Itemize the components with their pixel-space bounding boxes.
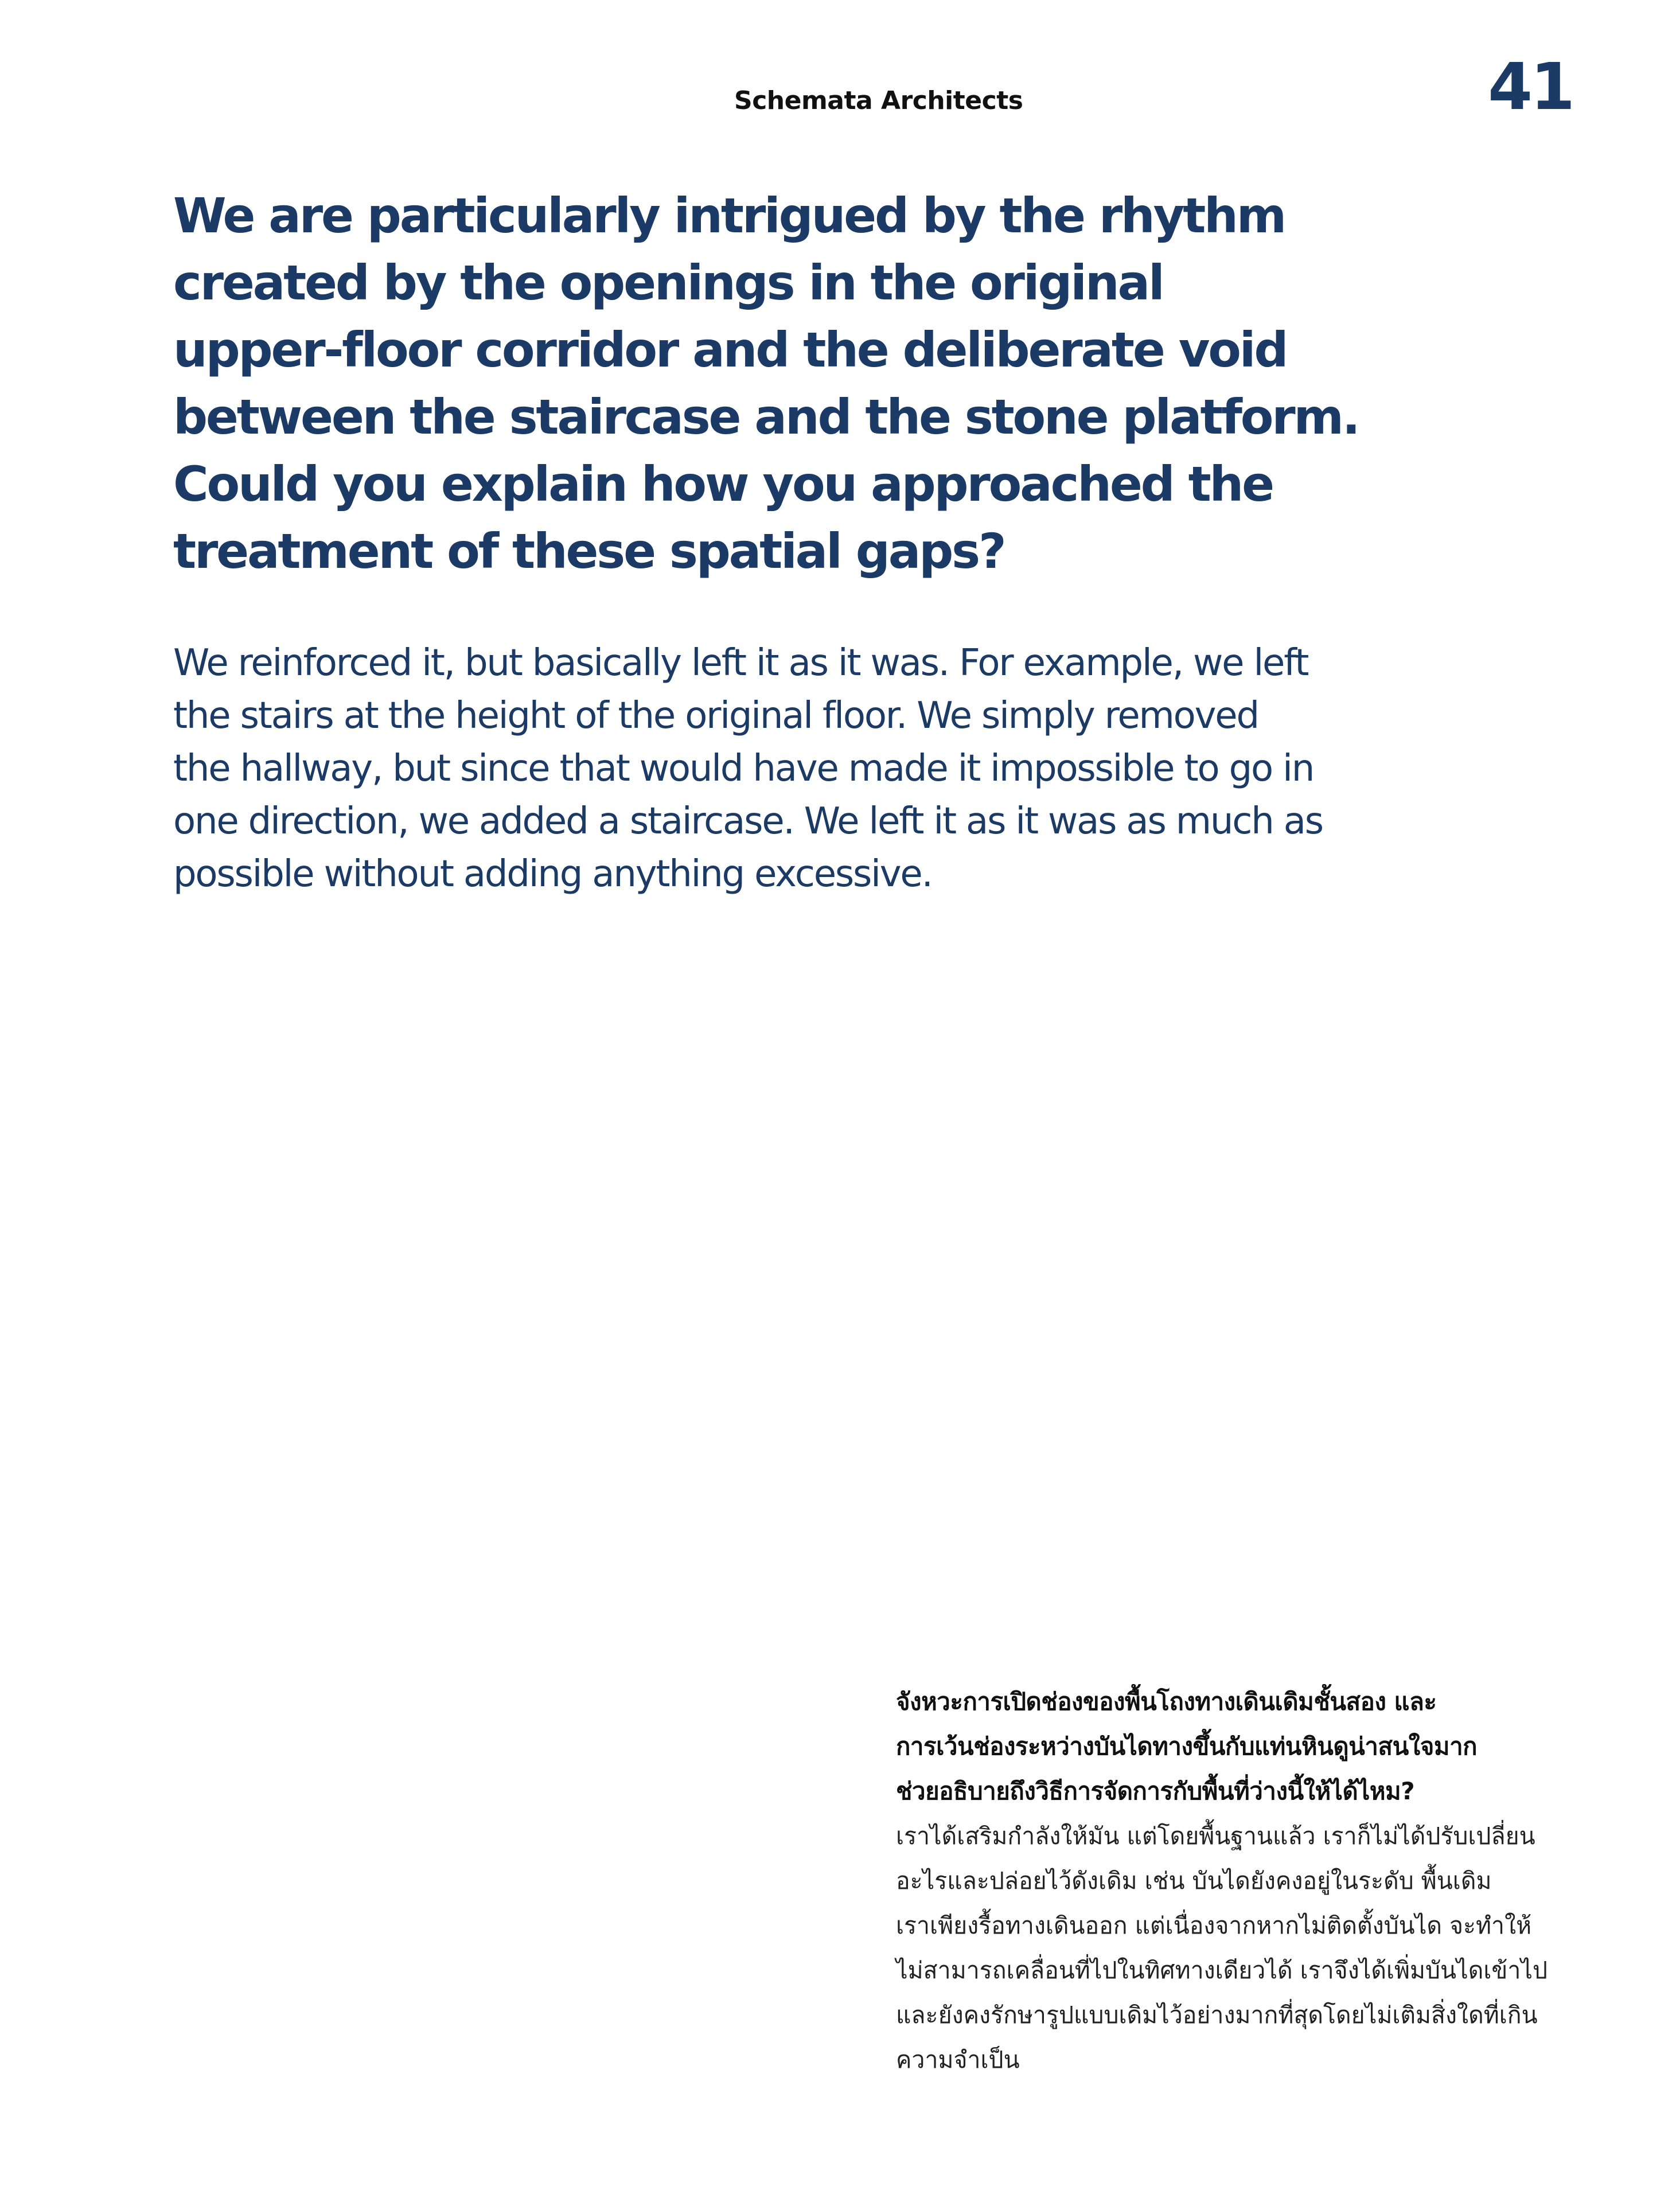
question-line: upper-floor corridor and the deliberate void bbox=[173, 322, 1287, 378]
thai-answer-line: ไม่สามารถเคลื่อนที่ไปในทิศทางเดียวได้ เราจึงได้เพิ่มบันไดเข้าไป bbox=[896, 1957, 1548, 1984]
answer-line: one direction, we added a staircase. We left it as it was as much as bbox=[173, 800, 1323, 843]
thai-answer-line: ความจำเป็น bbox=[896, 2046, 1020, 2074]
question-line: treatment of these spatial gaps? bbox=[173, 523, 1005, 579]
thai-answer-line: เราเพียงรื้อทางเดินออก แต่เนื่องจากหากไม่ติดตั้งบันได จะทำให้ bbox=[896, 1912, 1532, 1939]
interview-answer-thai bbox=[896, 1814, 1573, 2082]
thai-answer-line: อะไรและปล่อยไว้ดังเดิม เช่น บันไดยังคงอยู่ในระดับ พื้นเดิม bbox=[896, 1867, 1492, 1895]
interview-question-english bbox=[173, 182, 1424, 585]
thai-question-line: จังหวะการเปิดช่องของพื้นโถงทางเดินเดิมชั้นสอง และ bbox=[896, 1687, 1437, 1716]
interview-answer-english bbox=[173, 637, 1435, 901]
question-line: Could you explain how you approached the bbox=[173, 456, 1273, 512]
answer-line: the stairs at the height of the original floor. We simply removed bbox=[173, 695, 1258, 737]
question-line: created by the openings in the original bbox=[173, 255, 1163, 311]
thai-translation bbox=[896, 1679, 1573, 2082]
question-line: We are particularly intrigued by the rhythm bbox=[173, 188, 1285, 244]
answer-line: possible without adding anything excessive. bbox=[173, 853, 932, 895]
question-line: between the staircase and the stone platform. bbox=[173, 389, 1359, 445]
interview-question-thai bbox=[896, 1679, 1573, 1814]
answer-line: the hallway, but since that would have made it impossible to go in bbox=[173, 747, 1314, 790]
thai-question-line: การเว้นช่องระหว่างบันไดทางขึ้นกับแท่นหินดูน่าสนใจมาก bbox=[896, 1732, 1478, 1760]
thai-answer-line: เราได้เสริมกำลังให้มัน แต่โดยพื้นฐานแล้ว เราก็ไม่ได้ปรับเปลี่ยน bbox=[896, 1822, 1535, 1850]
page-number: 41 bbox=[1488, 50, 1573, 124]
thai-answer-line: และยังคงรักษารูปแบบเดิมไว้อย่างมากที่สุดโดยไม่เติมสิ่งใดที่เกิน bbox=[896, 2001, 1538, 2029]
running-header-title: Schemata Architects bbox=[734, 86, 1023, 115]
answer-line: We reinforced it, but basically left it as it was. For example, we left bbox=[173, 642, 1308, 684]
thai-question-line: ช่วยอธิบายถึงวิธีการจัดการกับพื้นที่ว่างนี้ให้ได้ไหม? bbox=[896, 1777, 1415, 1805]
